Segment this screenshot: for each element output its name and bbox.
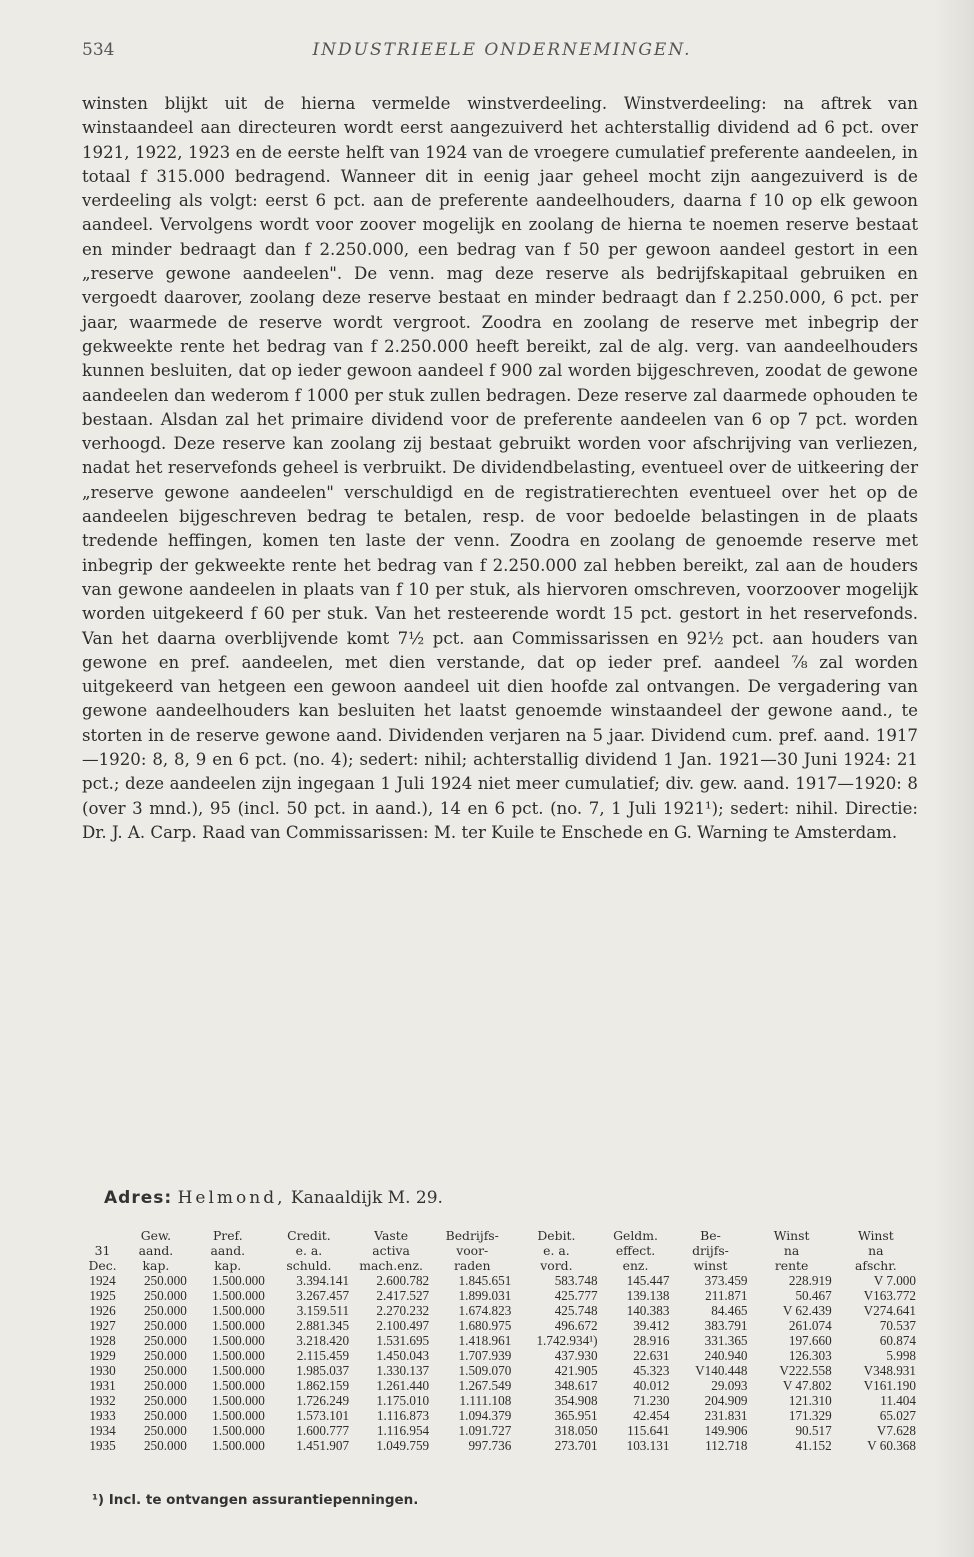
address-place: Helmond, — [177, 1188, 286, 1208]
table-cell: 1.418.961 — [458, 1333, 512, 1348]
table-cell: 583.748 — [554, 1273, 598, 1288]
column-header-line: schuld. — [286, 1258, 332, 1273]
table-cell: 1.680.975 — [458, 1318, 512, 1333]
table-cell: V 7.000 — [873, 1273, 916, 1288]
table-cell: 2.417.527 — [376, 1288, 430, 1303]
table-cell: 250.000 — [143, 1423, 187, 1438]
table-cell: 1.261.440 — [376, 1378, 430, 1393]
table-cell: 197.660 — [788, 1333, 832, 1348]
column-header-line: effect. — [615, 1243, 656, 1258]
table-cell: 1.500.000 — [212, 1438, 265, 1453]
table-cell: 45.323 — [633, 1363, 670, 1378]
table-cell: 171.329 — [788, 1408, 832, 1423]
column-header — [431, 1228, 513, 1273]
table-cell: 997.736 — [468, 1438, 512, 1453]
table-cell: V7.628 — [876, 1423, 916, 1438]
table-cell: 250.000 — [143, 1348, 187, 1363]
table-cell: 1.985.037 — [296, 1363, 350, 1378]
table-cell: 1.707.939 — [458, 1348, 512, 1363]
table-cell: 2.600.782 — [376, 1273, 430, 1288]
table-cell: 1.267.549 — [458, 1378, 512, 1393]
table-cell: 1.500.000 — [212, 1318, 265, 1333]
table-cell: 250.000 — [143, 1438, 187, 1453]
table-cell: 250.000 — [143, 1288, 187, 1303]
footnote: ¹) Incl. te ontvangen assurantiepenningen. — [92, 1492, 419, 1508]
table-cell: 1.451.907 — [296, 1438, 350, 1453]
table-body — [82, 1273, 918, 1453]
body-text — [82, 92, 918, 845]
table-cell: 373.459 — [704, 1273, 748, 1288]
table-row — [82, 1393, 918, 1408]
table-cell: 1.742.934¹) — [536, 1333, 598, 1348]
column-header — [600, 1228, 672, 1273]
table-cell: 1.899.031 — [458, 1288, 512, 1303]
year-cell: 1929 — [89, 1348, 116, 1363]
table-row — [82, 1333, 918, 1348]
table-cell: 1.116.873 — [376, 1408, 430, 1423]
column-header-line: Bedrijfs- — [445, 1228, 499, 1243]
column-header — [267, 1228, 351, 1273]
table-cell: 1.862.159 — [296, 1378, 350, 1393]
year-cell: 1933 — [89, 1408, 116, 1423]
table-row — [82, 1348, 918, 1363]
table-cell: 3.394.141 — [296, 1273, 350, 1288]
table-cell: 425.777 — [554, 1288, 598, 1303]
table-cell: 250.000 — [143, 1363, 187, 1378]
table-cell: 1.049.759 — [376, 1438, 430, 1453]
table-row — [82, 1423, 918, 1438]
table-cell: 139.138 — [626, 1288, 670, 1303]
table-cell: 1.500.000 — [212, 1408, 265, 1423]
column-header — [513, 1228, 599, 1273]
column-header-line: Dec. — [88, 1258, 117, 1273]
column-header-line: e. a. — [543, 1243, 570, 1258]
table-cell: 1.674.823 — [458, 1303, 512, 1318]
table-row — [82, 1303, 918, 1318]
table-cell: 1.500.000 — [212, 1393, 265, 1408]
column-header-line: mach.enz. — [359, 1258, 423, 1273]
table-cell: 1.726.249 — [296, 1393, 350, 1408]
table-cell: V163.772 — [863, 1288, 916, 1303]
year-cell: 1926 — [89, 1303, 116, 1318]
table-cell: 261.074 — [788, 1318, 832, 1333]
table-cell: 42.454 — [633, 1408, 670, 1423]
table-cell: 2.100.497 — [376, 1318, 430, 1333]
table-cell: 250.000 — [143, 1393, 187, 1408]
column-header-line: Geldm. — [613, 1228, 658, 1243]
table-cell: 240.940 — [704, 1348, 748, 1363]
table-cell: V222.558 — [779, 1363, 832, 1378]
table-cell: 1.573.101 — [296, 1408, 350, 1423]
table-row — [82, 1273, 918, 1288]
table-cell: 126.303 — [788, 1348, 832, 1363]
table-cell: 204.909 — [704, 1393, 748, 1408]
column-header-line: Be- — [700, 1228, 721, 1243]
table-cell: 496.672 — [554, 1318, 598, 1333]
column-header-line: na — [868, 1243, 884, 1258]
table-cell: 70.537 — [879, 1318, 916, 1333]
table-cell: 1.531.695 — [376, 1333, 430, 1348]
table-cell: 1.116.954 — [376, 1423, 430, 1438]
column-header — [82, 1228, 123, 1273]
column-header — [834, 1228, 918, 1273]
table-header-row — [82, 1228, 918, 1273]
table-cell: 1.450.043 — [376, 1348, 430, 1363]
table-cell: 140.383 — [626, 1303, 670, 1318]
year-cell: 1928 — [89, 1333, 116, 1348]
year-cell: 1925 — [89, 1288, 116, 1303]
column-header — [123, 1228, 189, 1273]
table-cell: 250.000 — [143, 1318, 187, 1333]
table-cell: 90.517 — [795, 1423, 832, 1438]
column-header-line: Pref. — [212, 1228, 243, 1243]
table-row — [82, 1288, 918, 1303]
table-row — [82, 1378, 918, 1393]
table-cell: 231.831 — [704, 1408, 748, 1423]
column-header-line: vord. — [540, 1258, 573, 1273]
table-cell: 348.617 — [554, 1378, 598, 1393]
column-header — [750, 1228, 834, 1273]
table-cell: 1.500.000 — [212, 1363, 265, 1378]
column-header-line: Credit. — [287, 1228, 331, 1243]
table-cell: 103.131 — [626, 1438, 670, 1453]
table-cell: 71.230 — [633, 1393, 670, 1408]
table-cell: 437.930 — [554, 1348, 598, 1363]
table-cell: 1.500.000 — [212, 1288, 265, 1303]
table-row — [82, 1318, 918, 1333]
body-paragraph: winsten blijkt uit de hierna vermelde winstverdeeling. Winstverdeeling: na aftrek van winstaandeel aan directeuren wordt eerst aangezuiverd het achterstallig dividend ad 6 pct. over 1921, 1922, 1923 en de eerste helft van 1924 van de vroegere cumulatief preferente aandeelen, in totaal f 315.000 bedragend. Wanneer dit in eenig jaar geheel mocht zijn aangezuiverd is de verdeeling als volgt: eerst 6 pct. aan de preferente aandeelhouders, daarna f 10 op elk gewoon aandeel. Vervolgens wordt voor zoover mogelijk en zoolang de hierna te noemen reserve bestaat en minder bedraagt dan f 2.250.000, een bedrag van f 50 per gewoon aandeel gestort in een „reserve gewone aandeelen". De venn. mag deze reserve als bedrijfskapitaal gebruiken en vergoedt daarover, zoolang deze reserve bestaat en minder bedraagt dan f 2.250.000, 6 pct. per jaar, waarmede de reserve wordt vergroot. Zoodra en zoolang de reserve met inbegrip der gekweekte rente het bedrag van f 2.250.000 heeft bereikt, zal de alg. verg. van aandeelhouders kunnen besluiten, dat op ieder gewoon aandeel f 900 zal worden bijgeschreven, zoodat de gewone aandeelen dan wederom f 1000 per stuk zullen bedragen. Deze reserve zal daarmede ophouden te bestaan. Alsdan zal het primaire dividend voor de preferente aandeelen van 6 op 7 pct. worden verhoogd. Deze reserve kan zoolang zij bestaat gebruikt worden voor afschrijving van verliezen, nadat het reservefonds geheel is verbruikt. De dividendbelasting, eventueel over de uitkeering der „reserve gewone aandeelen" verschuldigd en de registratierechten eventueel over het op de aandeelen bijgeschreven bedrag te betalen, resp. de voor bedoelde belastingen in de plaats tredende heffingen, komen ten laste der venn. Zoodra en zoolang de genoemde reserve met inbegrip der gekweekte rente het bedrag van f 2.250.000 zal hebben bereikt, zal aan de houders van gewone aandeelen in plaats van f 10 per stuk, als hiervoren omschreven, voorzoover mogelijk worden uitgekeerd f 60 per stuk. Van het resteerende wordt 15 pct. gestort in het reservefonds. Van het daarna overblijvende komt 7½ pct. aan Commissarissen en 92½ pct. aan houders van gewone en pref. aandeelen, met dien verstande, dat op ieder pref. aandeel ⅞ zal worden uitgekeerd van hetgeen een gewoon aandeel uit dien hoofde zal ontvangen. De vergadering van gewone aandeelhouders kan besluiten het laatst genoemde winstaandeel der gewone aand., te storten in de reserve gewone aand. Dividenden verjaren na 5 jaar. Dividend cum. pref. aand. 1917—1920: 8, 8, 9 en 6 pct. (no. 4); sedert: nihil; achterstallig dividend 1 Jan. 1921—30 Juni 1924: 21 pct.; deze aandeelen zijn ingegaan 1 Juli 1924 niet meer cumulatief; div. gew. aand. 1917—1920: 8 (over 3 mnd.), 95 (incl. 50 pct. in aand.), 14 en 6 pct. (no. 7, 1 Juli 1921¹); sedert: nihil. Directie: Dr. J. A. Carp. Raad van Commissarissen: M. ter Kuile te Enschede en G. Warning te Amsterdam. — [82, 94, 918, 842]
column-header-line: Debit. — [537, 1228, 576, 1243]
table-cell: 1.845.651 — [458, 1273, 512, 1288]
column-header — [189, 1228, 267, 1273]
year-cell: 1931 — [89, 1378, 116, 1393]
column-header-line: kap. — [214, 1258, 242, 1273]
table-cell: 29.093 — [711, 1378, 748, 1393]
table-cell: 145.447 — [626, 1273, 670, 1288]
year-cell: 1935 — [89, 1438, 116, 1453]
table-cell: 1.500.000 — [212, 1333, 265, 1348]
table-cell: 60.874 — [879, 1333, 916, 1348]
table-cell: 115.641 — [627, 1423, 670, 1438]
column-header-line: e. a. — [295, 1243, 323, 1258]
address-line — [104, 1188, 443, 1208]
table-cell: 1.500.000 — [212, 1378, 265, 1393]
table-row — [82, 1408, 918, 1423]
table-cell: 1.175.010 — [376, 1393, 430, 1408]
table-cell: 3.159.511 — [296, 1303, 350, 1318]
table-cell: V348.931 — [863, 1363, 916, 1378]
table-cell: 50.467 — [795, 1288, 832, 1303]
address-street: Kanaaldijk M. 29. — [290, 1188, 443, 1208]
table-cell: 250.000 — [143, 1408, 187, 1423]
column-header-line: na — [783, 1243, 800, 1258]
table-cell: 28.916 — [633, 1333, 670, 1348]
address-label: Adres: — [104, 1188, 173, 1208]
page-number: 534 — [82, 40, 115, 60]
table-cell: 3.218.420 — [296, 1333, 350, 1348]
table-cell: 425.748 — [554, 1303, 598, 1318]
column-header-line: winst — [693, 1258, 728, 1273]
financial-table — [82, 1228, 918, 1453]
table-cell: V 62.439 — [782, 1303, 832, 1318]
table-cell: 11.404 — [880, 1393, 916, 1408]
column-header-line: aand. — [210, 1243, 246, 1258]
column-header-line: activa — [372, 1243, 410, 1258]
table-cell: 1.091.727 — [458, 1423, 512, 1438]
table-cell: V 47.802 — [782, 1378, 832, 1393]
column-header-line: enz. — [622, 1258, 649, 1273]
table-cell: 40.012 — [633, 1378, 670, 1393]
column-header-line: 31 — [94, 1243, 111, 1258]
table-cell: 250.000 — [143, 1303, 187, 1318]
table-cell: 2.115.459 — [296, 1348, 350, 1363]
table-cell: V140.448 — [695, 1363, 748, 1378]
table-cell: 365.951 — [554, 1408, 598, 1423]
column-header-line: afschr. — [854, 1258, 897, 1273]
table-cell: 1.330.137 — [376, 1363, 430, 1378]
table-row — [82, 1438, 918, 1453]
table-cell: V274.641 — [863, 1303, 916, 1318]
table-cell: 149.906 — [704, 1423, 748, 1438]
table-cell: 1.500.000 — [212, 1348, 265, 1363]
table-cell: 331.365 — [704, 1333, 748, 1348]
table-cell: 3.267.457 — [296, 1288, 350, 1303]
table-cell: V161.190 — [863, 1378, 916, 1393]
table-cell: 2.881.345 — [296, 1318, 350, 1333]
table-cell: 121.310 — [788, 1393, 832, 1408]
table-cell: 1.500.000 — [212, 1273, 265, 1288]
table-cell: 354.908 — [554, 1393, 598, 1408]
table-cell: 5.998 — [886, 1348, 916, 1363]
table-cell: 318.050 — [554, 1423, 598, 1438]
column-header-line: drijfs- — [692, 1243, 729, 1258]
table-cell: 22.631 — [633, 1348, 670, 1363]
column-header-line: rente — [774, 1258, 809, 1273]
table-cell: 383.791 — [704, 1318, 748, 1333]
table-cell: 2.270.232 — [376, 1303, 430, 1318]
column-header-line: Gew. — [140, 1228, 172, 1243]
table-cell: 41.152 — [795, 1438, 832, 1453]
column-header-line: kap. — [142, 1258, 170, 1273]
table-cell: 39.412 — [633, 1318, 670, 1333]
column-header — [351, 1228, 431, 1273]
column-header — [671, 1228, 749, 1273]
column-header-line: aand. — [138, 1243, 174, 1258]
table-cell: 65.027 — [879, 1408, 916, 1423]
table-cell: 1.094.379 — [458, 1408, 512, 1423]
table-cell: 1.509.070 — [458, 1363, 512, 1378]
table-row — [82, 1363, 918, 1378]
table-cell: 228.919 — [788, 1273, 832, 1288]
column-header-line: Vaste — [374, 1228, 409, 1243]
table-cell: 112.718 — [705, 1438, 748, 1453]
running-header — [82, 40, 922, 68]
year-cell: 1930 — [89, 1363, 116, 1378]
year-cell: 1924 — [89, 1273, 116, 1288]
column-header-line: raden — [453, 1258, 491, 1273]
page-edge-shadow — [934, 0, 974, 1557]
table-cell: 250.000 — [143, 1273, 187, 1288]
year-cell: 1934 — [89, 1423, 116, 1438]
column-header-line: Winst — [857, 1228, 894, 1243]
table-cell: V 60.368 — [867, 1438, 916, 1453]
table-cell: 273.701 — [554, 1438, 598, 1453]
year-cell: 1932 — [89, 1393, 116, 1408]
table-cell: 250.000 — [143, 1333, 187, 1348]
column-header-line: voor- — [456, 1243, 489, 1258]
table-cell: 1.600.777 — [296, 1423, 350, 1438]
table-cell: 250.000 — [143, 1378, 187, 1393]
table-cell: 211.871 — [705, 1288, 748, 1303]
table-cell: 1.500.000 — [212, 1423, 265, 1438]
column-header-line: Winst — [773, 1228, 810, 1243]
year-cell: 1927 — [89, 1318, 116, 1333]
table-cell: 84.465 — [711, 1303, 748, 1318]
table-cell: 1.111.108 — [459, 1393, 512, 1408]
running-title: INDUSTRIEELE ONDERNEMINGEN. — [312, 40, 692, 60]
table-cell: 1.500.000 — [212, 1303, 265, 1318]
table-cell: 421.905 — [554, 1363, 598, 1378]
